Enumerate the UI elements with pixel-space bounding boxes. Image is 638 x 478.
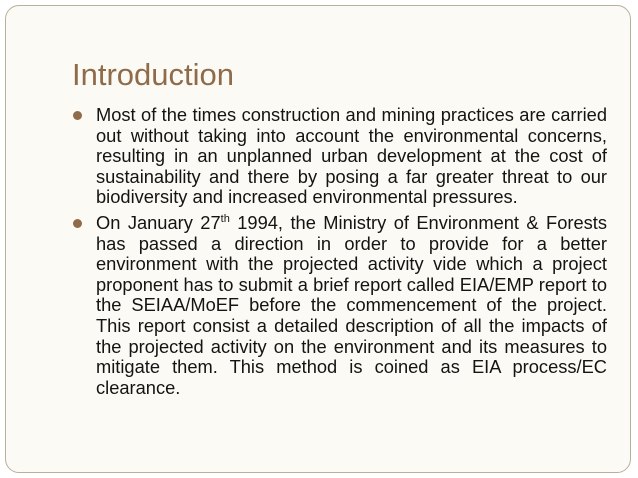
bullet-text-after: 1994, the Ministry of Environment & Forests has passed a direction in order to provide for a better environment with the projected activity vide which a project proponent has to submit a brief report called EIA/EMP report to the SEIAA/MoEF before the commencement of the project. This report consist a detailed description of all the impacts of the projected activity on the environment and its measures to mitigate them. This method is coined as EIA process/EC clearance. <box>96 211 608 398</box>
date-superscript: th <box>220 212 230 225</box>
bullet-item-ministry-direction <box>72 213 607 398</box>
slide <box>5 5 631 473</box>
slide-title: Introduction <box>72 57 234 92</box>
bullet-item-construction <box>72 105 607 208</box>
bullet-list <box>72 105 607 403</box>
bullet-text: Most of the times construction and mining practices are carried out without taking into account the environmental concerns, resulting in an unplanned urban development at the cost of sustainability and there by posing a far greater threat to our biodiversity and increased environmental pressures. <box>96 104 607 208</box>
bullet-text-before: On January 27 <box>96 211 221 233</box>
